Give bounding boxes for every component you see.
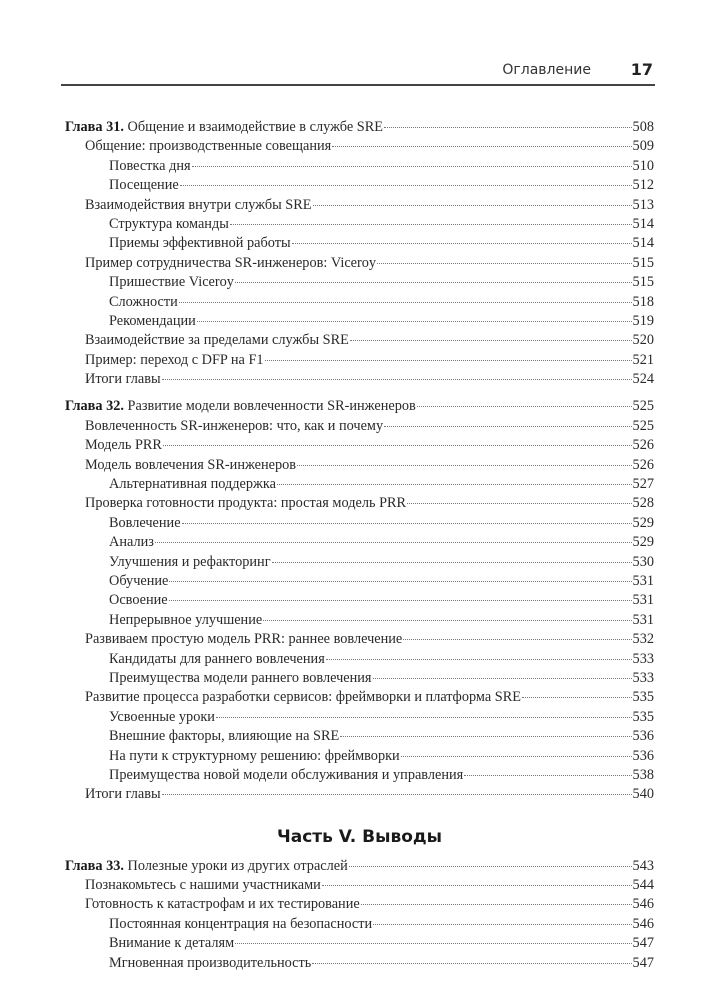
- dot-leader: [169, 600, 632, 601]
- dot-leader: [373, 924, 631, 925]
- toc-page-number: 544: [632, 877, 654, 894]
- toc-page-number: 508: [632, 119, 654, 135]
- toc-page-number: 519: [632, 312, 654, 329]
- toc-entry-title: Приемы эффективной работы: [109, 235, 291, 252]
- toc-entry-title: Анализ: [109, 534, 154, 551]
- toc-entry[interactable]: [65, 196, 654, 215]
- toc-page-number: 536: [632, 728, 654, 745]
- toc-entry-title: Преимущества новой модели обслуживания и управления: [109, 766, 464, 783]
- part-title: Часть V. Выводы: [276, 826, 443, 847]
- toc-page-number: 532: [632, 631, 654, 648]
- toc-page-number: 533: [632, 650, 654, 667]
- toc-page-number: 531: [632, 572, 654, 589]
- dot-leader: [361, 904, 632, 905]
- toc-entry-title: Кандидаты для раннего вовлечения: [109, 650, 325, 667]
- dot-leader: [312, 963, 631, 964]
- toc-entry[interactable]: [65, 747, 654, 766]
- chapter-entry[interactable]: [65, 118, 654, 137]
- toc-entry[interactable]: [65, 370, 654, 389]
- toc-page-number: 513: [632, 196, 654, 213]
- toc-entry-title: Альтернативная поддержка: [109, 476, 276, 493]
- toc-entry[interactable]: [65, 417, 654, 436]
- chapter-entry[interactable]: [65, 857, 654, 876]
- toc-page-number: 526: [632, 437, 654, 454]
- table-of-contents: [65, 118, 654, 981]
- toc-page-number: 538: [632, 766, 654, 783]
- toc-page-number: 514: [632, 235, 654, 252]
- toc-entry[interactable]: [65, 436, 654, 455]
- toc-entry[interactable]: [65, 630, 654, 649]
- toc-entry-title: Взаимодействия внутри службы SRE: [85, 196, 312, 213]
- chapter-block: [65, 118, 654, 389]
- dot-leader: [192, 166, 632, 167]
- chapter-title: Развитие модели вовлеченности SR-инженеров: [127, 398, 416, 415]
- toc-entry-title: Познакомьтесь с нашими участниками: [85, 877, 321, 894]
- toc-entry-title: Взаимодействие за пределами службы SRE: [85, 332, 349, 349]
- toc-entry-title: Модель вовлечения SR-инженеров: [85, 456, 297, 473]
- chapter-title: Общение и взаимодействие в службе SRE: [127, 119, 383, 135]
- toc-entry-title: Освоение: [109, 592, 168, 609]
- toc-entry-title: Преимущества модели раннего вовлечения: [109, 669, 372, 686]
- dot-leader: [297, 465, 632, 466]
- dot-leader: [265, 360, 632, 361]
- dot-leader: [272, 562, 632, 563]
- toc-entry-title: Вовлеченность SR-инженеров: что, как и почему: [85, 417, 384, 434]
- toc-entry-title: Проверка готовности продукта: простая модель PRR: [85, 495, 407, 512]
- toc-entry-title: [65, 857, 348, 876]
- dot-leader: [332, 146, 631, 147]
- toc-entry[interactable]: [65, 591, 654, 610]
- toc-entry-title: Пришествие Viceroy: [109, 274, 234, 291]
- toc-page-number: 518: [632, 293, 654, 310]
- dot-leader: [417, 406, 632, 407]
- chapter-entry[interactable]: [65, 397, 654, 416]
- toc-page-number: 543: [632, 857, 654, 874]
- toc-entry-title: Пример: переход с DFP на F1: [85, 351, 264, 368]
- toc-entry-title: Готовность к катастрофам и их тестирование: [85, 896, 360, 913]
- dot-leader: [322, 885, 632, 886]
- toc-entry[interactable]: [65, 215, 654, 234]
- chapter-title: Полезные уроки из других отраслей: [127, 857, 348, 874]
- toc-entry-title: [65, 118, 383, 137]
- toc-entry-title: Развитие процесса разработки сервисов: фреймворки и платформа SRE: [85, 689, 521, 706]
- toc-entry[interactable]: [65, 766, 654, 785]
- toc-entry[interactable]: [65, 915, 654, 934]
- toc-entry[interactable]: [65, 456, 654, 475]
- dot-leader: [235, 943, 631, 944]
- toc-entry-title: [65, 397, 416, 416]
- toc-page-number: 529: [632, 534, 654, 551]
- toc-entry-title: Итоги главы: [85, 786, 161, 803]
- chapter-label: Глава 32.: [65, 398, 124, 415]
- toc-page-number: 515: [632, 254, 654, 271]
- toc-entry[interactable]: [65, 785, 654, 804]
- dot-leader: [216, 717, 632, 718]
- toc-entry-title: Вовлечение: [109, 514, 181, 531]
- toc-entry[interactable]: [65, 514, 654, 533]
- toc-entry-title: Постоянная концентрация на безопасности: [109, 915, 373, 932]
- toc-entry[interactable]: [65, 137, 654, 156]
- toc-entry[interactable]: [65, 727, 654, 746]
- toc-page-number: 524: [632, 371, 654, 388]
- chapter-block: [65, 857, 654, 973]
- toc-entry-title: Усвоенные уроки: [109, 708, 215, 725]
- toc-entry[interactable]: [65, 572, 654, 591]
- toc-entry[interactable]: [65, 234, 654, 253]
- toc-entry-title: Непрерывное улучшение: [109, 611, 263, 628]
- toc-page-number: 514: [632, 215, 654, 232]
- toc-entry-title: Итоги главы: [85, 371, 161, 388]
- toc-entry-title: На пути к структурному решению: фреймворки: [109, 747, 400, 764]
- toc-page-number: 535: [632, 708, 654, 725]
- toc-entry-title: Пример сотрудничества SR-инженеров: Viceroy: [85, 254, 377, 271]
- toc-entry-title: Модель PRR: [85, 437, 162, 454]
- toc-page-number: 525: [632, 398, 654, 415]
- dot-leader: [155, 542, 632, 543]
- dot-leader: [230, 224, 632, 225]
- toc-page-number: 529: [632, 514, 654, 531]
- chapter-label: Глава 33.: [65, 857, 124, 874]
- toc-page-number: 536: [632, 747, 654, 764]
- dot-leader: [464, 775, 631, 776]
- toc-entry-title: Развиваем простую модель PRR: раннее вовлечение: [85, 631, 403, 648]
- chapter-block: [65, 397, 654, 804]
- dot-leader: [313, 205, 632, 206]
- dot-leader: [350, 340, 632, 341]
- running-header-title: Оглавление: [502, 62, 591, 78]
- toc-entry-title: Обучение: [109, 572, 169, 589]
- toc-page-number: 546: [632, 915, 654, 932]
- toc-entry-title: Мгновенная производительность: [109, 954, 312, 971]
- dot-leader: [349, 866, 632, 867]
- running-header: [61, 58, 655, 86]
- toc-page-number: 515: [632, 274, 654, 291]
- toc-entry[interactable]: [65, 254, 654, 273]
- toc-entry-title: Улучшения и рефакторинг: [109, 553, 271, 570]
- toc-entry[interactable]: [65, 954, 654, 973]
- dot-leader: [292, 243, 632, 244]
- toc-entry[interactable]: [65, 312, 654, 331]
- toc-entry-title: Структура команды: [109, 215, 229, 232]
- toc-entry[interactable]: [65, 331, 654, 350]
- toc-entry[interactable]: [65, 895, 654, 914]
- toc-entry[interactable]: [65, 533, 654, 552]
- toc-page-number: 546: [632, 896, 654, 913]
- dot-leader: [384, 426, 631, 427]
- dot-leader: [277, 484, 632, 485]
- dot-leader: [163, 445, 632, 446]
- dot-leader: [407, 503, 631, 504]
- toc-page-number: 526: [632, 456, 654, 473]
- dot-leader: [340, 736, 631, 737]
- toc-entry[interactable]: [65, 708, 654, 727]
- toc-entry-title: Посещение: [109, 177, 179, 194]
- toc-entry-title: Внимание к деталям: [109, 935, 235, 952]
- toc-page-number: 512: [632, 177, 654, 194]
- dot-leader: [403, 639, 631, 640]
- toc-entry-title: Сложности: [109, 293, 178, 310]
- dot-leader: [162, 379, 632, 380]
- page-number: 17: [630, 60, 653, 79]
- toc-page-number: 530: [632, 553, 654, 570]
- toc-entry[interactable]: [65, 611, 654, 630]
- dot-leader: [179, 302, 632, 303]
- toc-entry[interactable]: [65, 934, 654, 953]
- toc-entry[interactable]: [65, 650, 654, 669]
- toc-page-number: 535: [632, 689, 654, 706]
- toc-entry[interactable]: [65, 273, 654, 292]
- toc-page-number: 521: [632, 351, 654, 368]
- dot-leader: [401, 756, 632, 757]
- dot-leader: [377, 263, 631, 264]
- toc-page-number: 525: [632, 417, 654, 434]
- toc-entry[interactable]: [65, 688, 654, 707]
- toc-page-number: 528: [632, 495, 654, 512]
- toc-page-number: 531: [632, 611, 654, 628]
- toc-entry-title: Рекомендации: [109, 312, 196, 329]
- toc-page-number: 547: [632, 935, 654, 952]
- toc-entry-title: Общение: производственные совещания: [85, 138, 332, 155]
- toc-entry[interactable]: [65, 876, 654, 895]
- toc-entry-title: Внешние факторы, влияющие на SRE: [109, 728, 340, 745]
- toc-page-number: 547: [632, 954, 654, 971]
- dot-leader: [162, 794, 632, 795]
- dot-leader: [182, 523, 632, 524]
- toc-page-number: 527: [632, 476, 654, 493]
- dot-leader: [326, 659, 632, 660]
- toc-entry-title: Повестка дня: [109, 157, 191, 174]
- dot-leader: [235, 282, 632, 283]
- toc-page-number: 520: [632, 332, 654, 349]
- dot-leader: [180, 185, 632, 186]
- toc-entry[interactable]: [65, 553, 654, 572]
- dot-leader: [169, 581, 631, 582]
- toc-entry[interactable]: [65, 669, 654, 688]
- toc-entry[interactable]: [65, 351, 654, 370]
- dot-leader: [263, 620, 631, 621]
- dot-leader: [197, 321, 632, 322]
- toc-entry[interactable]: [65, 494, 654, 513]
- toc-page-number: 533: [632, 669, 654, 686]
- toc-entry[interactable]: [65, 475, 654, 494]
- dot-leader: [522, 697, 632, 698]
- toc-entry[interactable]: [65, 157, 654, 176]
- toc-page-number: 509: [632, 138, 654, 155]
- dot-leader: [373, 678, 632, 679]
- toc-page-number: 531: [632, 592, 654, 609]
- toc-entry[interactable]: [65, 176, 654, 195]
- toc-page-number: 540: [632, 786, 654, 803]
- chapter-label: Глава 31.: [65, 119, 124, 135]
- dot-leader: [384, 127, 632, 128]
- toc-entry[interactable]: [65, 293, 654, 312]
- toc-page-number: 510: [632, 157, 654, 174]
